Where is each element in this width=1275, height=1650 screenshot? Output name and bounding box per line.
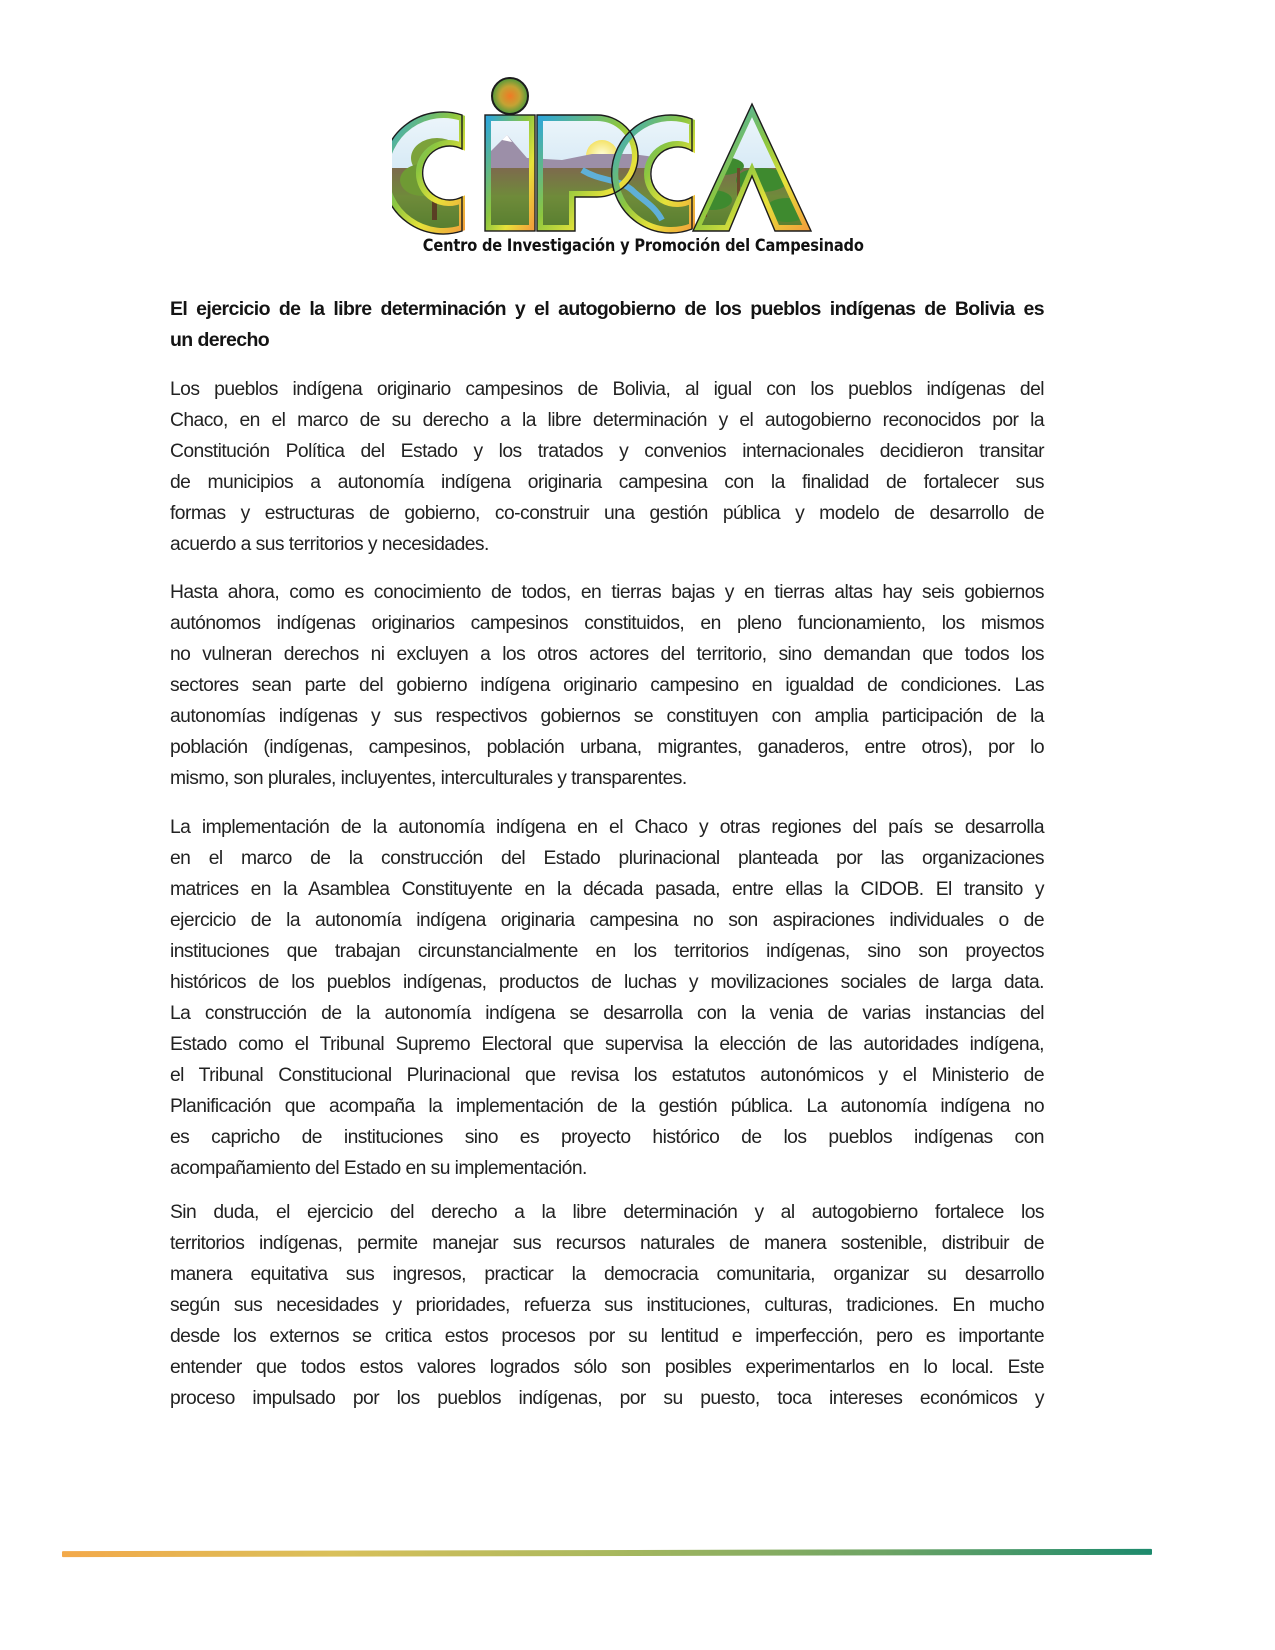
text-line: Planificación que acompaña la implementación de la gestión pública. La autonomía indígena no [170, 1096, 1044, 1117]
text-line: población (indígenas, campesinos, población urbana, migrantes, ganaderos, entre otros), por lo [170, 737, 1044, 758]
title-line: un derecho [170, 329, 270, 351]
text-line: de municipios a autonomía indígena originaria campesina con la finalidad de fortalecer sus [170, 472, 1044, 493]
text-line: ejercicio de la autonomía indígena originaria campesina no son aspiraciones individuales o de [170, 910, 1044, 931]
logo-dot [492, 78, 528, 114]
text-line: Los pueblos indígena originario campesinos de Bolivia, al igual con los pueblos indígenas del [170, 379, 1044, 400]
text-line: territorios indígenas, permite manejar sus recursos naturales de manera sostenible, distribuir de [170, 1233, 1044, 1254]
paragraph-2 [170, 577, 1044, 794]
text-line: no vulneran derechos ni excluyen a los otros actores del territorio, sino demandan que todos los [170, 644, 1044, 665]
text-line: manera equitativa sus ingresos, practicar la democracia comunitaria, organizar su desarrollo [170, 1264, 1044, 1285]
paragraph-3 [170, 812, 1044, 1184]
text-line: acuerdo a sus territorios y necesidades. [170, 534, 489, 555]
cipca-logo-graphic [392, 70, 832, 240]
text-line: formas y estructuras de gobierno, co-construir una gestión pública y modelo de desarrollo de [170, 503, 1044, 524]
cipca-logo [392, 70, 864, 270]
text-line: es capricho de instituciones sino es proyecto histórico de los pueblos indígenas con [170, 1127, 1044, 1148]
text-line: proceso impulsado por los pueblos indígenas, por su puesto, toca intereses económicos y [170, 1388, 1044, 1409]
text-line: La construcción de la autonomía indígena se desarrolla con la venia de varias instancias del [170, 1003, 1044, 1024]
text-line: Chaco, en el marco de su derecho a la libre determinación y el autogobierno reconocidos por la [170, 410, 1044, 431]
title-line: El ejercicio de la libre determinación y el autogobierno de los pueblos indígenas de Bolivia es [170, 298, 1044, 320]
text-line: autónomos indígenas originarios campesinos constituidos, en pleno funcionamiento, los mismos [170, 613, 1044, 634]
logo-caption: Centro de Investigación y Promoción del Campesinado [422, 236, 864, 256]
text-line: acompañamiento del Estado en su implementación. [170, 1158, 587, 1179]
text-line: sectores sean parte del gobierno indígena originario campesino en igualdad de condiciones. Las [170, 675, 1044, 696]
text-line: autonomías indígenas y sus respectivos gobiernos se constituyen con amplia participación de la [170, 706, 1044, 727]
text-line: La implementación de la autonomía indígena en el Chaco y otras regiones del país se desarrolla [170, 817, 1044, 838]
text-line: Constitución Política del Estado y los tratados y convenios internacionales decidieron transitar [170, 441, 1044, 462]
footer-gradient-rule [62, 1549, 1152, 1557]
text-line: entender que todos estos valores logrados sólo son posibles experimentarlos en lo local. Este [170, 1357, 1044, 1378]
paragraph-4 [170, 1197, 1044, 1414]
document-title [170, 294, 1044, 356]
text-line: históricos de los pueblos indígenas, productos de luchas y movilizaciones sociales de larga data. [170, 972, 1044, 993]
text-line: según sus necesidades y prioridades, refuerza sus instituciones, culturas, tradiciones. En mucho [170, 1295, 1044, 1316]
text-line: Estado como el Tribunal Supremo Electoral que supervisa la elección de las autoridades indígena, [170, 1034, 1044, 1055]
text-line: Hasta ahora, como es conocimiento de todos, en tierras bajas y en tierras altas hay seis gobiernos [170, 582, 1044, 603]
text-line: en el marco de la construcción del Estado plurinacional planteada por las organizaciones [170, 848, 1044, 869]
text-line: desde los externos se critica estos procesos por su lentitud e imperfección, pero es importante [170, 1326, 1044, 1347]
text-line: matrices en la Asamblea Constituyente en la década pasada, entre ellas la CIDOB. El transito y [170, 879, 1044, 900]
text-line: mismo, son plurales, incluyentes, interculturales y transparentes. [170, 768, 687, 789]
text-line: el Tribunal Constitucional Plurinacional que revisa los estatutos autonómicos y el Ministerio de [170, 1065, 1044, 1086]
text-line: instituciones que trabajan circunstancialmente en los territorios indígenas, sino son proyectos [170, 941, 1044, 962]
paragraph-1 [170, 374, 1044, 560]
text-line: Sin duda, el ejercicio del derecho a la libre determinación y al autogobierno fortalece los [170, 1202, 1044, 1223]
